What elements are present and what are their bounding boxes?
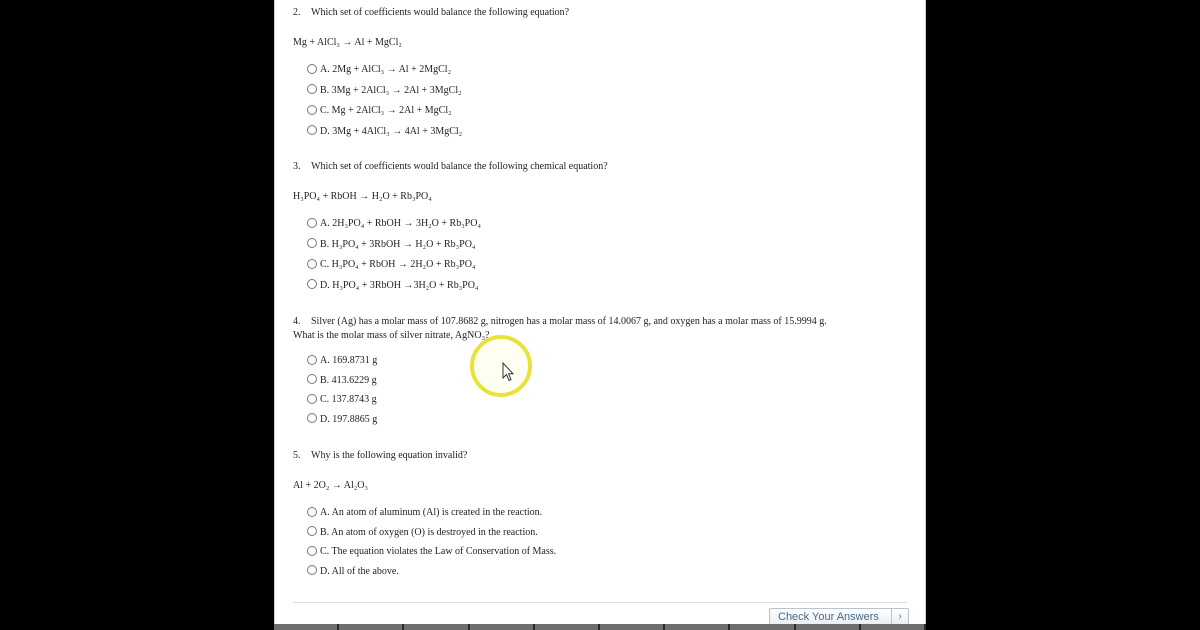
radio-button[interactable] — [307, 238, 317, 248]
radio-button[interactable] — [307, 526, 317, 536]
mouse-pointer-icon — [502, 362, 514, 382]
option-label: A. 2Mg + AlCl₃ → Al + 2MgCl₂ — [320, 64, 452, 75]
question-equation: H₃PO₄ + RbOH → H₂O + Rb₃PO₄ — [293, 191, 432, 202]
option-label: C. 137.8743 g — [320, 394, 377, 405]
question-text: Which set of coefficients would balance the following chemical equation? — [311, 161, 608, 172]
radio-button[interactable] — [307, 413, 317, 423]
toolbar-segment — [600, 624, 665, 630]
question-number: 3. — [293, 161, 301, 172]
question-equation: Mg + AlCl₃ → Al + MgCl₂ — [293, 37, 402, 48]
radio-button[interactable] — [307, 218, 317, 228]
radio-button[interactable] — [307, 125, 317, 135]
answer-option-a[interactable] — [307, 351, 903, 371]
toolbar-segment — [730, 624, 795, 630]
answer-option-c[interactable] — [307, 390, 903, 410]
answer-option-c[interactable] — [307, 255, 903, 276]
radio-button[interactable] — [307, 259, 317, 269]
question-text: Why is the following equation invalid? — [311, 450, 468, 461]
radio-button[interactable] — [307, 64, 317, 74]
question-3 — [293, 160, 903, 296]
radio-button[interactable] — [307, 374, 317, 384]
question-text: Which set of coefficients would balance the following equation? — [311, 7, 570, 18]
toolbar-segment — [274, 624, 339, 630]
question-text-line-2: What is the molar mass of silver nitrate, AgNO₃? — [293, 330, 490, 341]
question-4 — [293, 315, 903, 429]
question-stem — [293, 449, 903, 463]
quiz-sheet — [274, 0, 926, 630]
footer-divider — [293, 602, 907, 603]
answer-option-c[interactable] — [307, 101, 903, 122]
answer-option-d[interactable] — [307, 122, 903, 143]
option-label: B. H₃PO₄ + 3RbOH → H₂O + Rb₃PO₄ — [320, 238, 476, 250]
option-label: B. 3Mg + 2AlCl₃ → 2Al + 3MgCl₂ — [320, 84, 462, 96]
question-2 — [293, 6, 903, 142]
toolbar-segment — [796, 624, 861, 630]
option-label: C. H₃PO₄ + RbOH → 2H₂O + Rb₃PO₄ — [320, 259, 476, 270]
answer-option-a[interactable] — [307, 60, 903, 81]
answer-options — [307, 60, 903, 142]
question-stem — [293, 160, 903, 174]
option-label: D. 197.8865 g — [320, 413, 378, 425]
question-text: Silver (Ag) has a molar mass of 107.8682 g, nitrogen has a molar mass of 14.0067 g, and oxygen has a molar mass of 15.9994 g. — [311, 316, 827, 327]
answer-options — [307, 351, 903, 429]
answer-options — [307, 214, 903, 296]
radio-button[interactable] — [307, 394, 317, 404]
answer-option-b[interactable] — [307, 523, 903, 543]
question-number: 2. — [293, 7, 301, 18]
radio-button[interactable] — [307, 565, 317, 575]
option-label: B. An atom of oxygen (O) is destroyed in the reaction. — [320, 526, 538, 538]
toolbar-segment — [665, 624, 730, 630]
option-label: A. 169.8731 g — [320, 355, 378, 366]
radio-button[interactable] — [307, 84, 317, 94]
option-label: D. 3Mg + 4AlCl₃ → 4Al + 3MgCl₂ — [320, 125, 463, 137]
option-label: B. 413.6229 g — [320, 374, 377, 386]
radio-button[interactable] — [307, 279, 317, 289]
chevron-right-icon: › — [891, 609, 908, 625]
answer-options — [307, 503, 903, 581]
bottom-toolbar-strip — [274, 624, 926, 630]
radio-button[interactable] — [307, 355, 317, 365]
answer-option-a[interactable] — [307, 503, 903, 523]
option-label: C. Mg + 2AlCl₃ → 2Al + MgCl₂ — [320, 105, 452, 116]
answer-option-b[interactable] — [307, 81, 903, 102]
toolbar-segment — [470, 624, 535, 630]
question-5 — [293, 449, 903, 581]
toolbar-segment — [404, 624, 469, 630]
radio-button[interactable] — [307, 105, 317, 115]
question-number: 5. — [293, 450, 301, 461]
answer-option-b[interactable] — [307, 371, 903, 391]
option-label: D. H₃PO₄ + 3RbOH →3H₂O + Rb₃PO₄ — [320, 279, 479, 291]
answer-option-d[interactable] — [307, 562, 903, 582]
question-stem — [293, 6, 903, 20]
answer-option-d[interactable] — [307, 276, 903, 297]
option-label: D. All of the above. — [320, 565, 399, 577]
question-equation: Al + 2O₂ → Al₂O₃ — [293, 480, 368, 491]
radio-button[interactable] — [307, 546, 317, 556]
answer-option-c[interactable] — [307, 542, 903, 562]
toolbar-segment — [535, 624, 600, 630]
radio-button[interactable] — [307, 507, 317, 517]
toolbar-segment — [339, 624, 404, 630]
answer-option-b[interactable] — [307, 235, 903, 256]
answer-option-a[interactable] — [307, 214, 903, 235]
question-number: 4. — [293, 316, 301, 327]
cursor-highlight-ring — [470, 335, 532, 397]
toolbar-segment — [861, 624, 926, 630]
option-label: C. The equation violates the Law of Conservation of Mass. — [320, 546, 557, 557]
check-answers-label: Check Your Answers — [778, 611, 879, 623]
question-stem — [293, 315, 903, 329]
option-label: A. An atom of aluminum (Al) is created in the reaction. — [320, 507, 543, 518]
answer-option-d[interactable] — [307, 410, 903, 430]
option-label: A. 2H₃PO₄ + RbOH → 3H₂O + Rb₃PO₄ — [320, 218, 481, 229]
